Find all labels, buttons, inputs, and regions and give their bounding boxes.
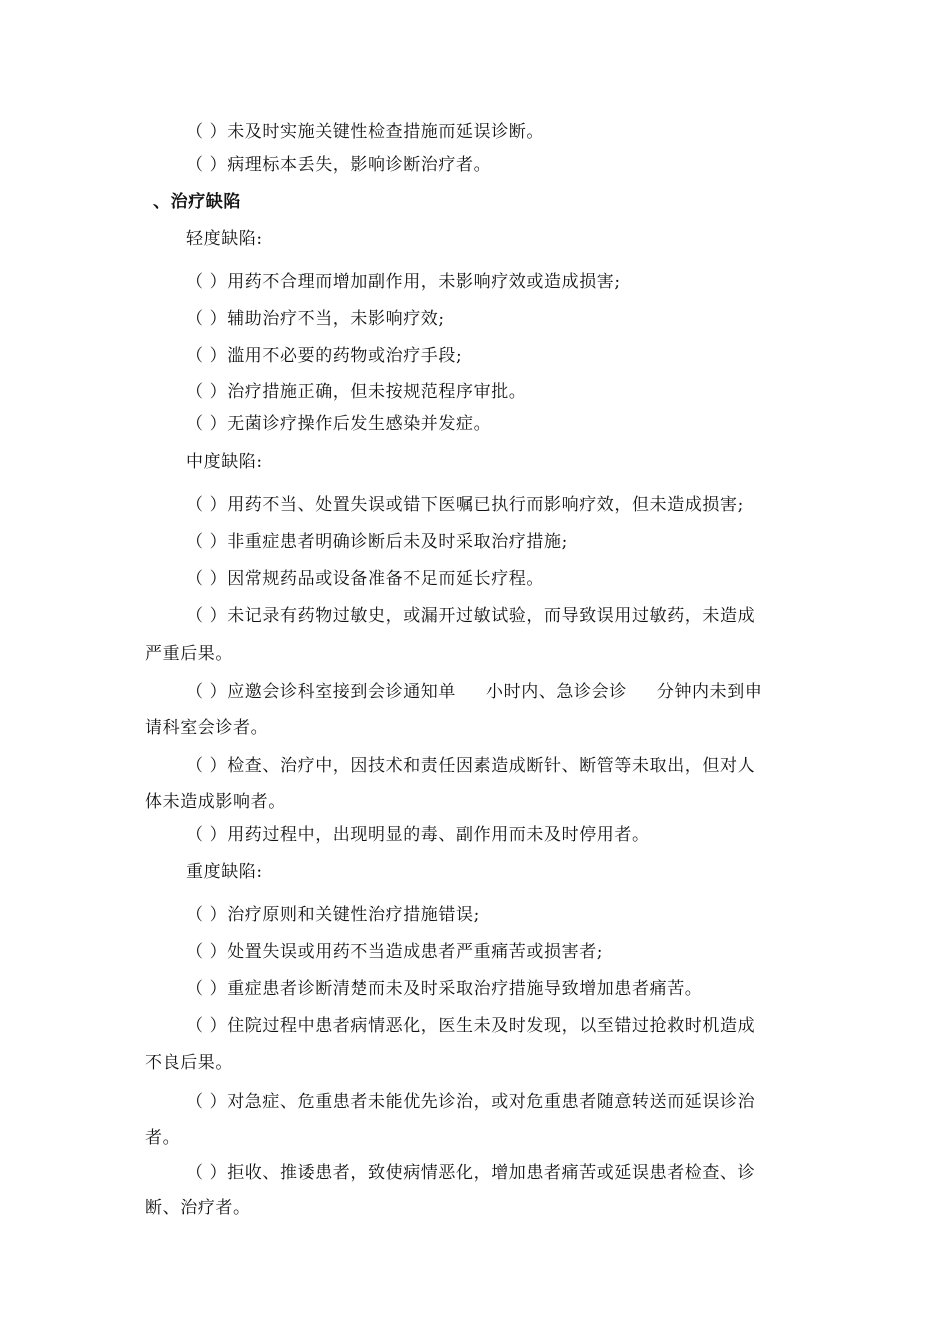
list-item: （ ）用药不合理而增加副作用，未影响疗效或造成损害; [186, 272, 621, 292]
list-item-continuation: 体未造成影响者。 [145, 792, 286, 812]
list-item: （ ）拒收、推诿患者，致使病情恶化，增加患者痛苦或延误患者检查、诊 [186, 1163, 756, 1183]
list-item: （ ）病理标本丢失，影响诊断治疗者。 [186, 155, 492, 175]
list-item: （ ）住院过程中患者病情恶化，医生未及时发现，以至错过抢救时机造成 [186, 1016, 756, 1036]
list-item-continuation: 请科室会诊者。 [145, 718, 269, 738]
list-item: （ ）用药不当、处置失误或错下医嘱已执行而影响疗效，但未造成损害; [186, 495, 744, 515]
list-item: （ ）辅助治疗不当，未影响疗效; [186, 309, 445, 329]
list-item-continuation: 断、治疗者。 [145, 1198, 251, 1218]
list-item: （ ）因常规药品或设备准备不足而延长疗程。 [186, 569, 545, 589]
list-item: （ ）重症患者诊断清楚而未及时采取治疗措施导致增加患者痛苦。 [186, 979, 703, 999]
subsection-label-moderate: 中度缺陷: [186, 452, 263, 472]
list-item: （ ）未记录有药物过敏史，或漏开过敏试验，而导致误用过敏药，未造成 [186, 606, 756, 626]
section-title: 、治疗缺陷 [153, 192, 241, 212]
list-item: （ ）滥用不必要的药物或治疗手段; [186, 346, 463, 366]
list-item-continuation: 不良后果。 [145, 1053, 233, 1073]
list-item-continuation: 严重后果。 [145, 644, 233, 664]
list-item: （ ）对急症、危重患者未能优先诊治，或对危重患者随意转送而延误诊治 [186, 1092, 756, 1112]
list-item: （ ）治疗原则和关键性治疗措施错误; [186, 905, 480, 925]
list-item: （ ）检查、治疗中，因技术和责任因素造成断针、断管等未取出，但对人 [186, 756, 756, 776]
subsection-label-mild: 轻度缺陷: [186, 229, 263, 249]
list-item: （ ）无菌诊疗操作后发生感染并发症。 [186, 414, 492, 434]
list-item-continuation: 者。 [145, 1128, 181, 1148]
subsection-label-severe: 重度缺陷: [186, 862, 263, 882]
list-item: （ ）非重症患者明确诊断后未及时采取治疗措施; [186, 532, 568, 552]
list-item: （ ）应邀会诊科室接到会诊通知单 小时内、急诊会诊 分钟内未到申 [186, 682, 763, 702]
list-item: （ ）治疗措施正确，但未按规范程序审批。 [186, 382, 527, 402]
list-item: （ ）未及时实施关键性检查措施而延误诊断。 [186, 122, 545, 142]
list-item: （ ）处置失误或用药不当造成患者严重痛苦或损害者; [186, 942, 604, 962]
list-item: （ ）用药过程中，出现明显的毒、副作用而未及时停用者。 [186, 825, 650, 845]
